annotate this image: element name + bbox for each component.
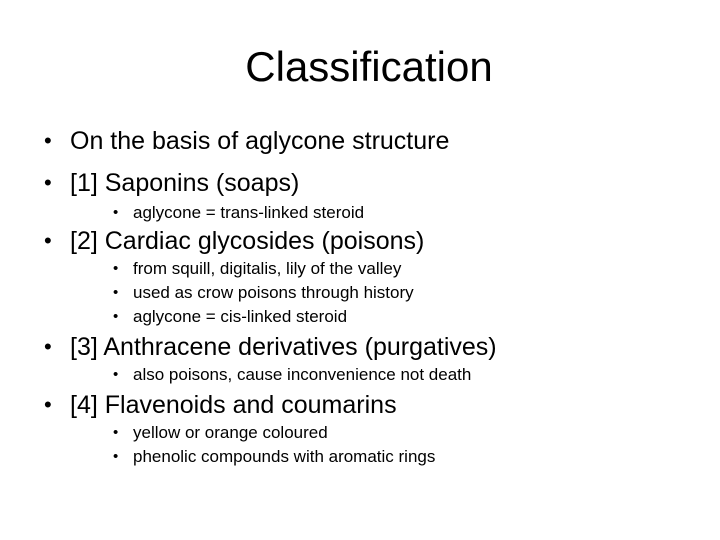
sub-bullet-icon: • xyxy=(113,366,119,383)
sub-bullet-icon: • xyxy=(113,260,119,277)
slide-title: Classification xyxy=(245,43,493,90)
bullet-text: On the basis of aglycone structure xyxy=(70,127,450,155)
bullet-text: [1] Saponins (soaps) xyxy=(70,169,300,197)
bullet-text: [4] Flavenoids and coumarins xyxy=(70,391,397,419)
bullet-icon: • xyxy=(44,392,52,417)
sub-bullet-text: aglycone = cis-linked steroid xyxy=(133,307,348,326)
sub-bullet-text: aglycone = trans-linked steroid xyxy=(133,203,365,222)
sub-bullet-text: used as crow poisons through history xyxy=(133,283,414,302)
sub-bullet-text: yellow or orange coloured xyxy=(133,423,328,442)
sub-bullet-icon: • xyxy=(113,424,119,441)
sub-bullet-text: phenolic compounds with aromatic rings xyxy=(133,447,436,466)
bullet-icon: • xyxy=(44,334,52,359)
bullet-text: [2] Cardiac glycosides (poisons) xyxy=(70,227,425,255)
sub-bullet-icon: • xyxy=(113,204,119,221)
bullet-icon: • xyxy=(44,228,52,253)
sub-bullet-icon: • xyxy=(113,284,119,301)
sub-bullet-icon: • xyxy=(113,308,119,325)
sub-bullet-text: also poisons, cause inconvenience not death xyxy=(133,365,472,384)
bullet-text: [3] Anthracene derivatives (purgatives) xyxy=(70,333,497,361)
sub-bullet-icon: • xyxy=(113,448,119,465)
sub-bullet-text: from squill, digitalis, lily of the valley xyxy=(133,259,402,278)
bullet-icon: • xyxy=(44,128,52,153)
bullet-icon: • xyxy=(44,170,52,195)
